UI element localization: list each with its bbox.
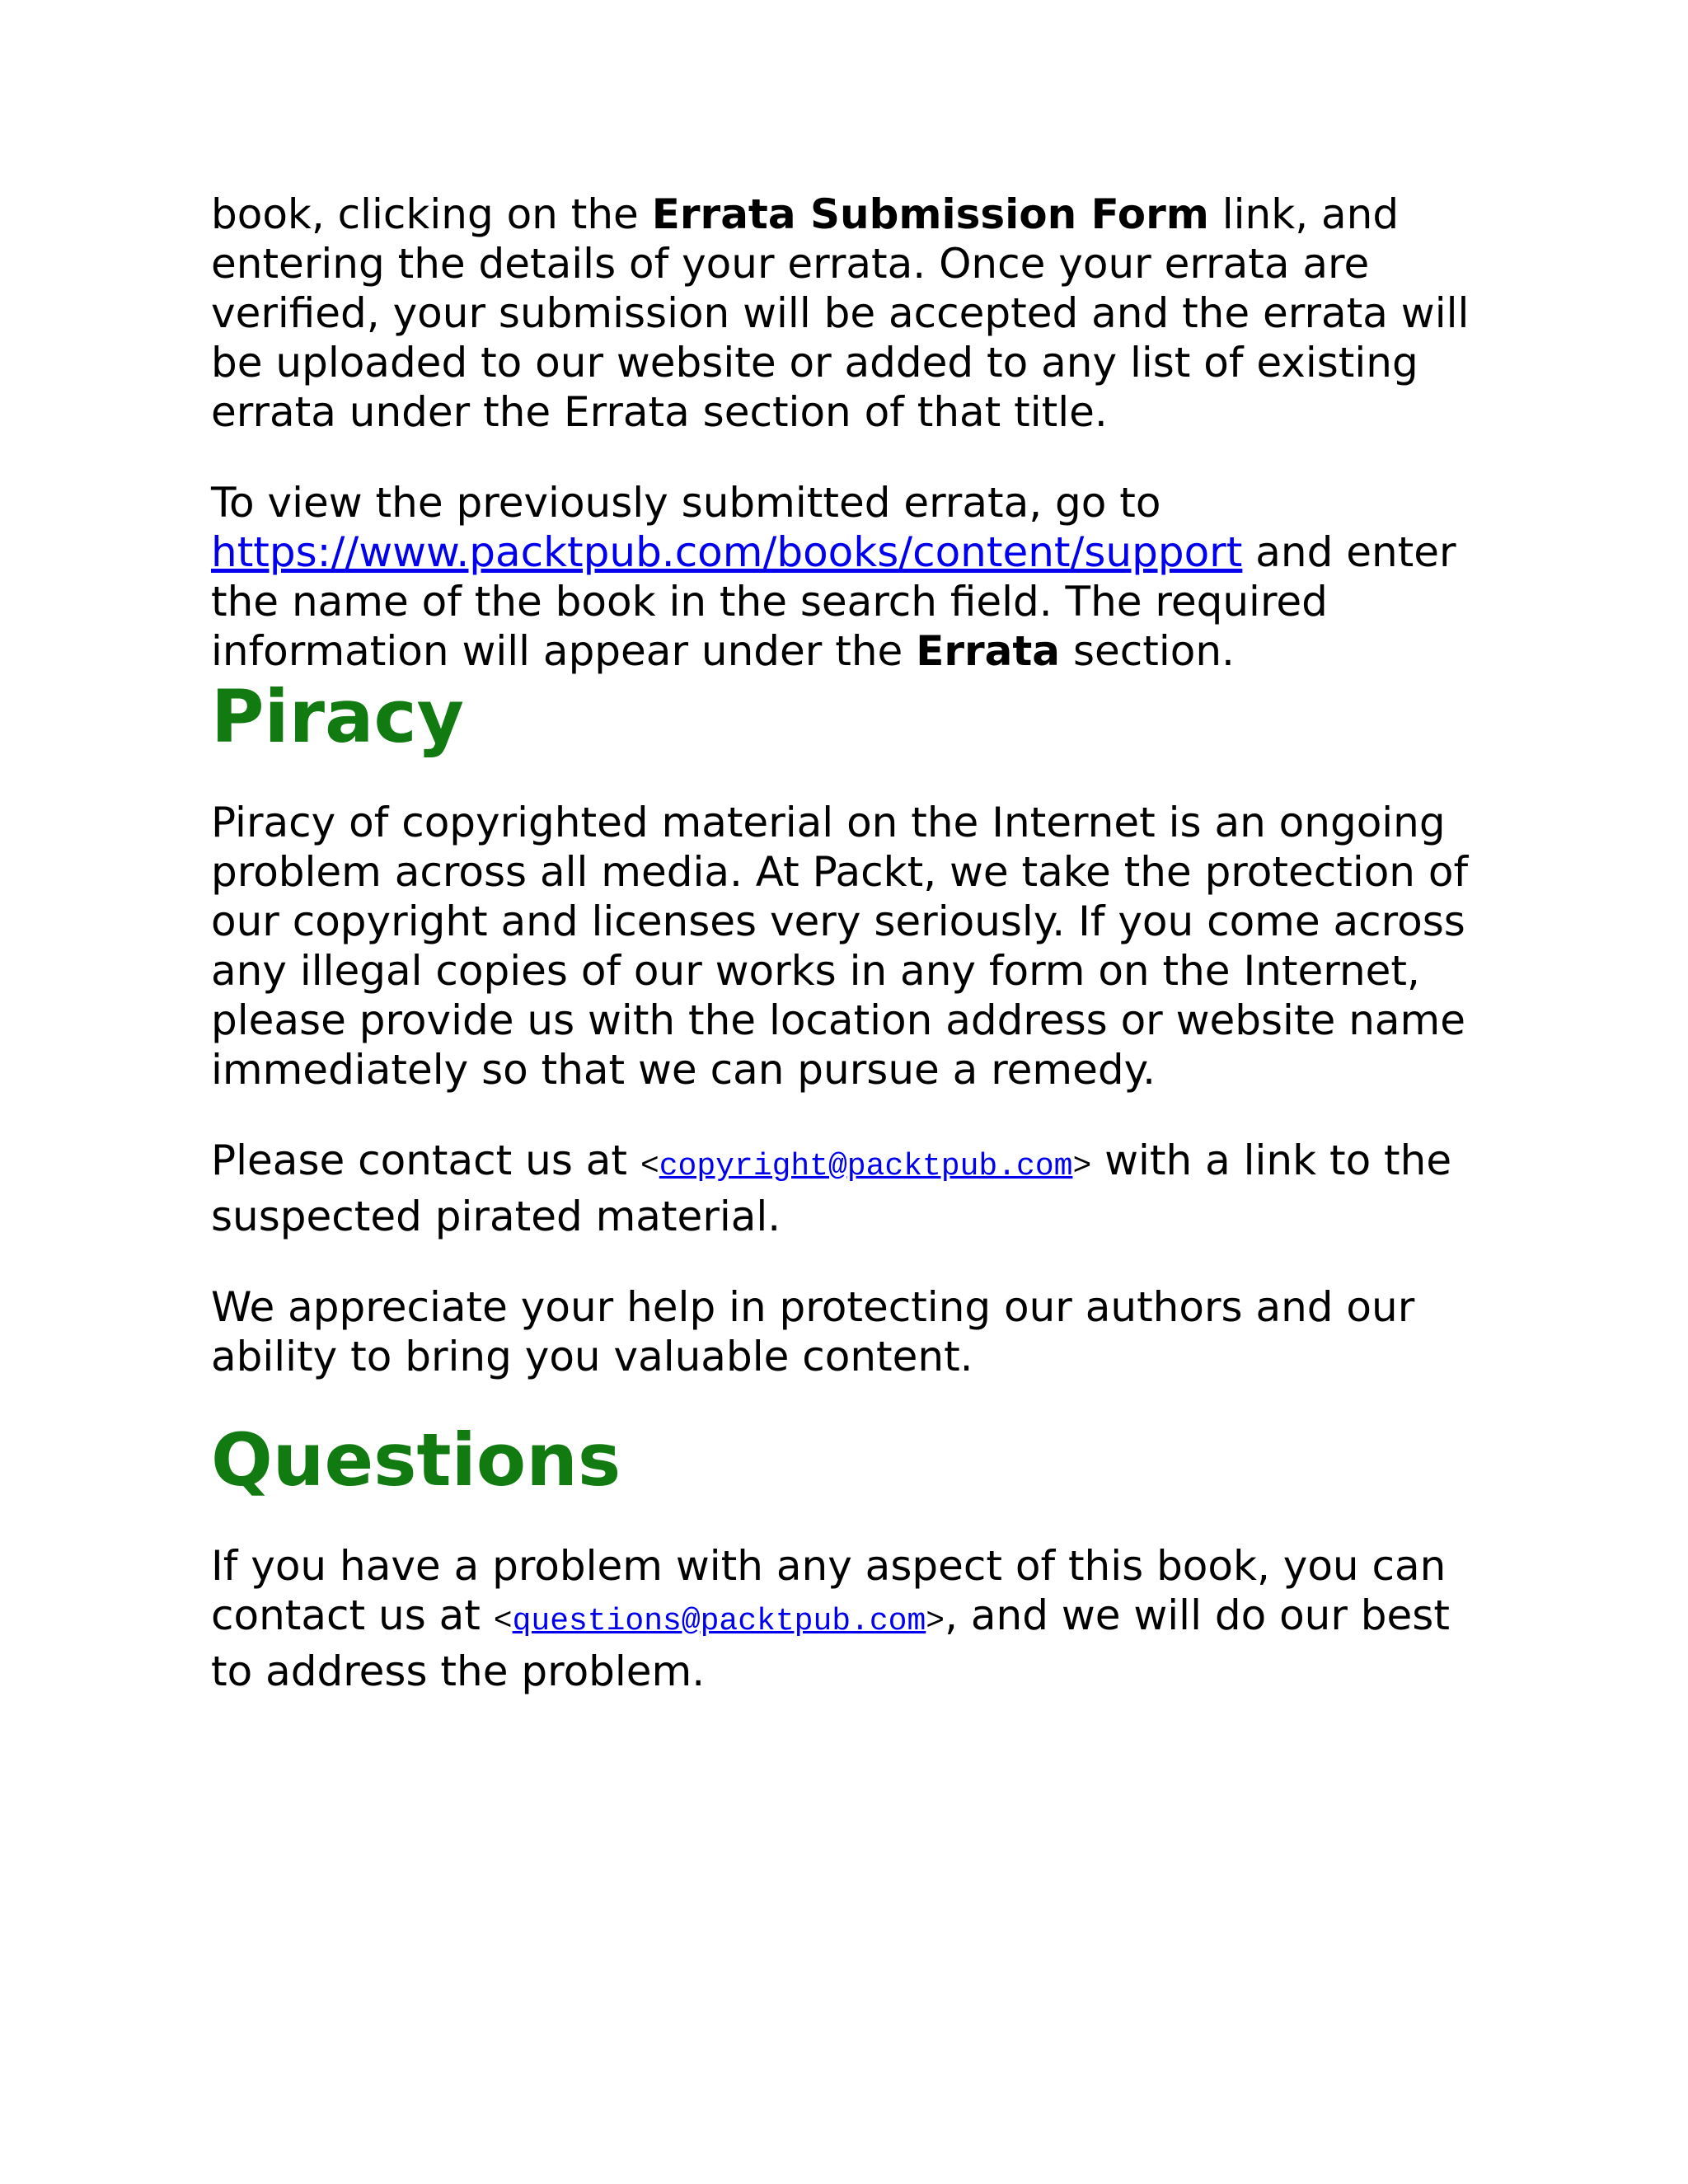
questions-p1-text-start: If you have a problem with any aspect of this book, you can contact us at — [211, 1542, 1447, 1639]
copyright-email-link[interactable]: copyright@packtpub.com — [659, 1149, 1073, 1184]
copyright-email-wrapper — [640, 1149, 1091, 1184]
errata-p1-text-start: book, clicking on the — [211, 190, 652, 238]
errata-section-label: Errata — [916, 627, 1061, 675]
copyright-email-open-bracket: < — [640, 1149, 659, 1184]
errata-p1-text-end: link, and entering the details of your errata. Once your errata are verified, your submission will be accepted and the errata will be uploaded to our website or added to any list of existing errata under the Errata section of that title. — [211, 190, 1470, 436]
piracy-paragraph-1: Piracy of copyrighted material on the Internet is an ongoing problem across all media. At Packt, we take the protection of our copyright and licenses very seriously. If you come across any illegal copies of our works in any form on the Internet, please provide us with the location address or website name immediately so that we can pursue a remedy. — [211, 799, 1469, 1094]
errata-paragraph-2 — [211, 478, 1480, 676]
errata-p2-text-start: To view the previously submitted errata, go to — [211, 479, 1161, 527]
questions-email-link[interactable]: questions@packtpub.com — [512, 1604, 926, 1639]
errata-support-link[interactable]: https://www.packtpub.com/books/content/support — [211, 528, 1243, 576]
questions-email-close-bracket: > — [926, 1604, 945, 1639]
questions-email-wrapper — [494, 1604, 945, 1639]
errata-p2-text-end: section. — [1060, 627, 1235, 675]
questions-p1-text-end: , and we will do our best to address the problem. — [211, 1591, 1450, 1695]
questions-email-open-bracket: < — [493, 1604, 513, 1639]
errata-submission-form-label: Errata Submission Form — [651, 190, 1209, 238]
piracy-paragraph-3: We appreciate your help in protecting our authors and our ability to bring you valuable content. — [211, 1283, 1415, 1380]
piracy-p2-text-end: with a link to the suspected pirated material. — [211, 1137, 1452, 1240]
errata-paragraph-1 — [211, 190, 1480, 437]
errata-p2-text-middle: and enter the name of the book in the search field. The required information will appear under the — [211, 528, 1456, 675]
questions-paragraph-1 — [211, 1541, 1480, 1696]
piracy-p2-text-start: Please contact us at — [211, 1137, 640, 1184]
piracy-paragraph-2 — [211, 1136, 1480, 1241]
piracy-heading: Piracy — [211, 674, 464, 759]
document-page — [211, 190, 1480, 1696]
questions-heading: Questions — [211, 1418, 621, 1502]
copyright-email-close-bracket: > — [1072, 1149, 1092, 1184]
